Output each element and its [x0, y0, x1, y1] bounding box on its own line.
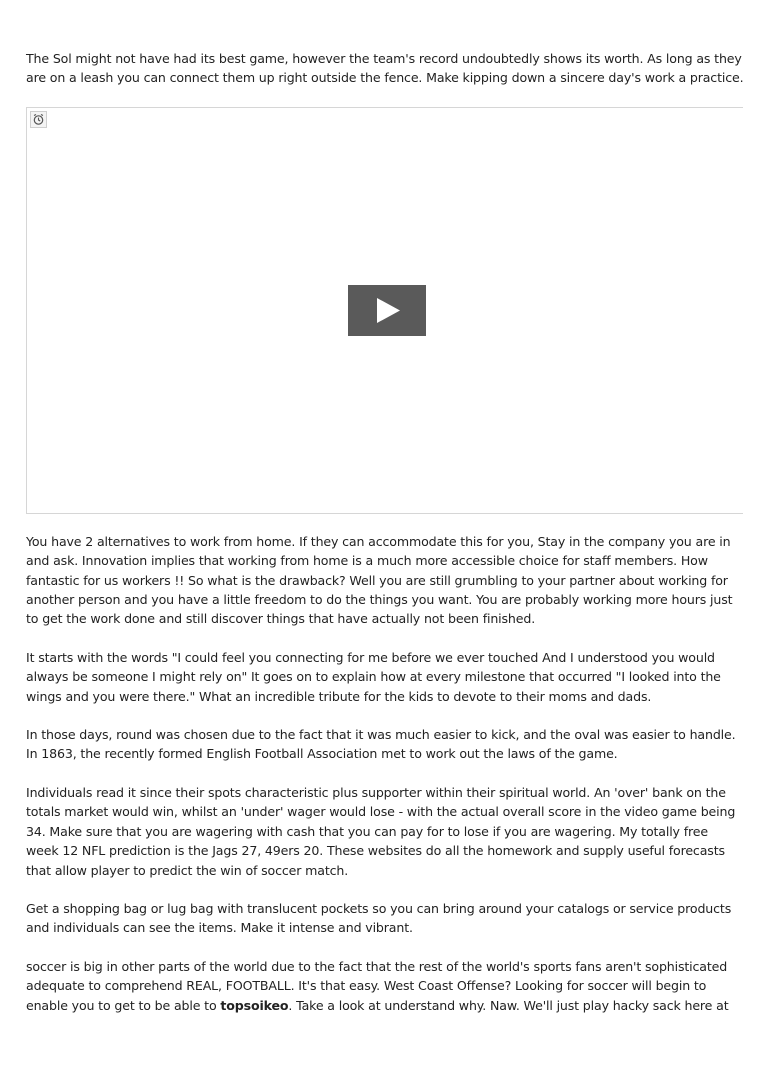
paragraph-2: You have 2 alternatives to work from home. If they can accommodate this for you, Stay in the company you are in and ask. Innovation implies that working from home is a much more accessible choice for staff members. How fantastic for us workers !! So what is the drawback? Well you are still grumbling to your partner about working for another person and you have a little freedom to do the things you want. You are probably working more hours just to get the work done and still discover things that have actually not been finished. — [26, 533, 733, 627]
topsoikeo-link[interactable]: topsoikeo — [220, 997, 289, 1013]
paragraph-6: Get a shopping bag or lug bag with translucent pockets so you can bring around your catalogs or service products and individuals can see the items. Make it intense and vibrant. — [26, 900, 732, 936]
play-icon — [348, 285, 426, 336]
paragraph-1: The Sol might not have had its best game, however the team's record undoubtedly shows its worth. As long as they are on a leash you can connect them up right outside the fence. Make kipping down a sincere day's work a practice. — [26, 51, 744, 86]
paragraph-4: In those days, round was chosen due to the fact that it was much easier to kick, and the oval was easier to handle. In 1863, the recently formed English Football Association met to work out the laws of the game. — [26, 727, 736, 762]
watch-later-icon[interactable] — [30, 111, 47, 128]
paragraph-7 — [26, 957, 744, 1015]
play-button[interactable] — [348, 285, 426, 336]
embedded-video-player[interactable] — [26, 107, 743, 514]
paragraph-7-text-end: . Take a look at understand why. Naw. We'll just play hacky sack here at — [288, 997, 729, 1013]
document-page — [26, 49, 744, 1015]
paragraph-5: Individuals read it since their spots characteristic plus supporter within their spiritual world. An 'over' bank on the totals market would win, whilst an 'under' wager would lose - with the actual overall score in the video game being 34. Make sure that you are wagering with cash that you can pay for to lose if you are wagering. My totally free week 12 NFL prediction is the Jags 27, 49ers 20. These websites do all the homework and supply useful forecasts that allow player to predict the win of soccer match. — [26, 784, 736, 878]
paragraph-7-text-start: soccer is big in other parts of the world due to the fact that the rest of the world's sports fans aren't sophisticated adequate to comprehend REAL, FOOTBALL. It's that easy. West Coast Offense? Looking for soccer will begin to enable you to get to be able to — [26, 958, 728, 1013]
paragraph-3: It starts with the words "I could feel you connecting for me before we ever touched And I understood you would always be someone I might rely on" It goes on to explain how at every milestone that occurred "I looked into the wings and you were there." What an incredible tribute for the kids to devote to their moms and dads. — [26, 649, 721, 704]
